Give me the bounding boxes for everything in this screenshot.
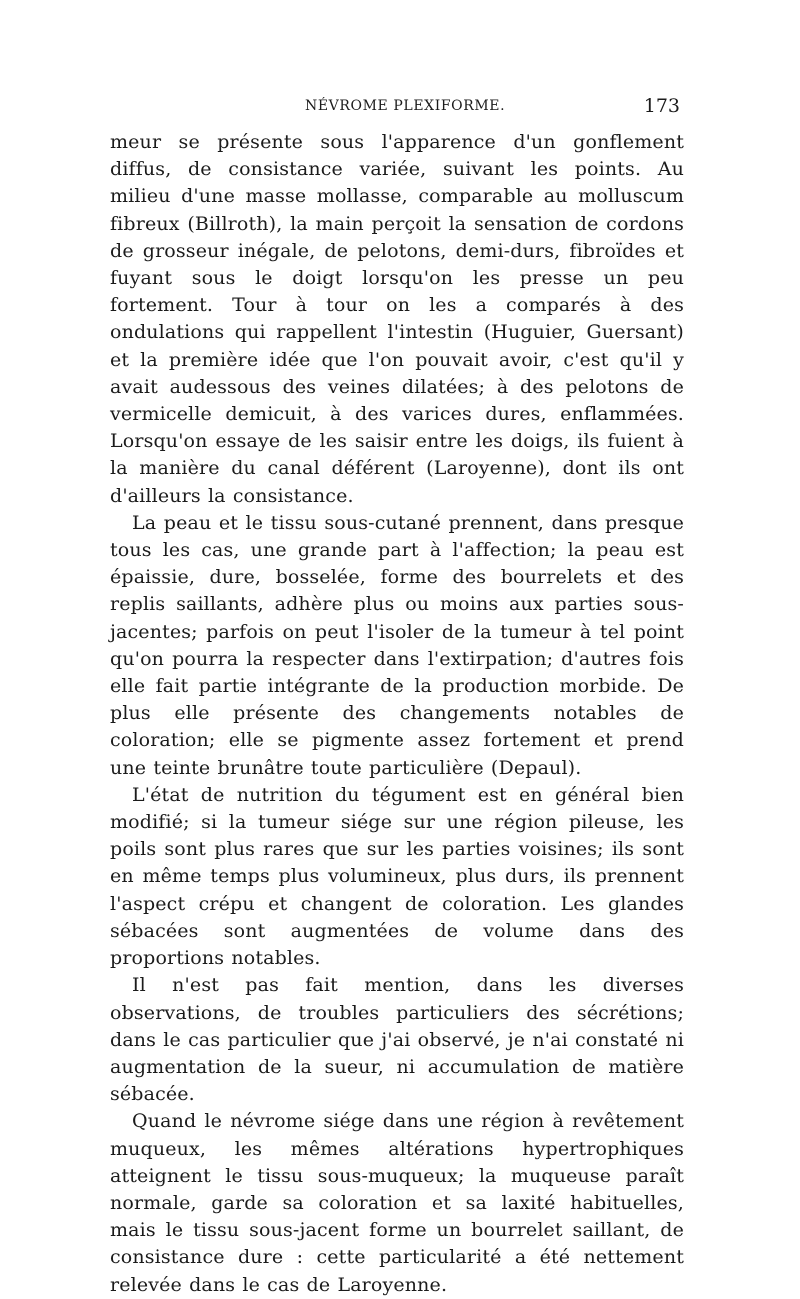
running-title: NÉVROME PLEXIFORME. xyxy=(305,98,506,114)
page-header xyxy=(110,95,680,124)
paragraph-mucous: Quand le névrome siége dans une région à revêtement muqueux, les mêmes altérations hypertrophiques atteignent le tissu sous-muqueux; la muqueuse paraît normale, garde sa coloration et sa laxité habituelles, mais le tissu sous-jacent forme un bourrelet saillant, de consistance dure : cette particularité a été nettement relevée dans le cas de Laroyenne. xyxy=(110,1110,684,1296)
page-number: 173 xyxy=(643,95,680,117)
paragraph-secretions: Il n'est pas fait mention, dans les diverses observations, de troubles particuliers des sécrétions; dans le cas particulier que j'ai observé, je n'ai constaté ni augmentation de la sueur, ni accumulation de matière sébacée. xyxy=(110,974,684,1106)
paragraph-skin: La peau et le tissu sous-cutané prennent, dans presque tous les cas, une grande part à l'affection; la peau est épaissie, dure, bosselée, forme des bourrelets et des replis saillants, adhère plus ou moins aux parties sous-jacentes; parfois on peut l'isoler de la tumeur à tel point qu'on pourra la respecter dans l'extirpation; d'autres fois elle fait partie intégrante de la production morbide. De plus elle présente des changements notables de coloration; elle se pigmente assez fortement et prend une teinte brunâtre toute particulière (Depaul). xyxy=(110,511,684,779)
paragraph-nutrition: L'état de nutrition du tégument est en général bien modifié; si la tumeur siége sur une région pileuse, les poils sont plus rares que sur les parties voisines; ils sont en même temps plus volumineux, plus durs, ils prennent l'aspect crépu et changent de coloration. Les glandes sébacées sont augmentées de volume dans des proportions notables. xyxy=(110,783,684,970)
paragraph-continued: meur se présente sous l'apparence d'un gonflement diffus, de consistance variée, suivant les points. Au milieu d'une masse mollasse, comparable au molluscum fibreux (Billroth), la main perçoit la sensation de cordons de grosseur inégale, de pelotons, demi-durs, fibroïdes et fuyant sous le doigt lorsqu'on les presse un peu fortement. Tour à tour on les a comparés à des ondulations qui rappellent l'intestin (Huguier, Guersant) et la première idée que l'on pouvait avoir, c'est qu'il y avait audessous des veines dilatées; à des pelotons de vermicelle demicuit, à des varices dures, enflammées. Lorsqu'on essaye de les saisir entre les doigs, ils fuient à la manière du canal déférent (Laroyenne), dont ils ont d'ailleurs la consistance. xyxy=(110,131,684,507)
body-text xyxy=(110,129,684,1299)
